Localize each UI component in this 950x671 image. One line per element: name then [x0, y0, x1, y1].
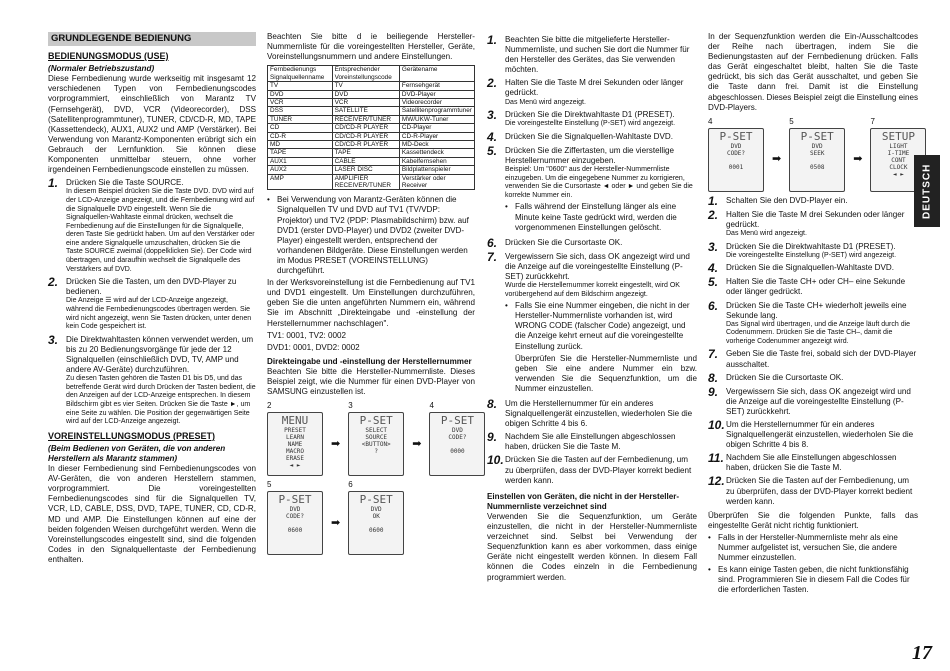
- page-number: 17: [912, 642, 932, 664]
- lcd-line: [791, 157, 843, 164]
- table-cell: CD/CD-R PLAYER: [332, 132, 399, 140]
- language-tab: DEUTSCH: [914, 155, 940, 227]
- table-cell: VCR: [332, 98, 399, 106]
- lcd-screen: [348, 412, 404, 476]
- lcd-line: P-SET: [359, 414, 393, 428]
- lcd-screen: [267, 412, 323, 476]
- direct-step-10: 10. Drücken Sie die Tasten auf der Fernbedienung, um zu überprüfen, dass der DVD-Player korrekt bedient werden kann.: [487, 453, 692, 485]
- section-heading: GRUNDLEGENDE BEDIENUNG: [48, 32, 256, 46]
- lcd-line: [350, 520, 402, 527]
- lcd-step-number: 3: [348, 401, 353, 411]
- lcd-line: SELECT: [365, 427, 388, 435]
- seq-step-12: 12. Drücken Sie die Tasten auf der Fernbedienung, um zu überprüfen, dass der DVD-Player korrekt bedient werden kann.: [708, 474, 913, 506]
- factory-setting-text: In der Werksvoreinstellung ist die Fernbedienung auf TV1 und DVD1 eingestellt. Um Einstellungen durchzuführen, geben Sie die unten angeführten Nummern ein, während Sie im Abschnitt „Direkteingabe und -einstellung der Herstellernummer nachschlagen".: [267, 278, 475, 328]
- table-header-cell: Entsprechender Voreinstellungscode: [332, 66, 399, 82]
- lcd-line: CODE?: [726, 149, 746, 157]
- table-cell: CABLE: [332, 157, 399, 165]
- table-cell: AUX2: [268, 166, 333, 174]
- check-bullet-1: • Falls in der Hersteller-Nummernliste mehr als eine Nummer aufgelistet ist, versuchen Sie, die andere Nummer einzustellen.: [708, 532, 898, 563]
- table-cell: Kassettendeck: [399, 149, 474, 157]
- table-cell: DVD-Player: [399, 90, 474, 98]
- table-cell: Fernsehgerät: [399, 82, 474, 90]
- arrow-right-icon: ➡: [412, 437, 422, 450]
- lcd-screen: [429, 412, 485, 476]
- lcd-line: P-SET: [719, 129, 753, 143]
- lcd-line: DVD: [289, 506, 301, 514]
- lcd-figure: [267, 480, 323, 555]
- lcd-line: ?: [374, 448, 379, 456]
- sequence-text: Verwenden Sie die Sequenzfunktion, um Geräte einzustellen, die nicht in der Hersteller-Nummernliste verzeichnet sind. Selbst bei Verwendung der Sequenzfunktion kann es aber vorkommen, dass einige Geräte nicht eingestellt werden können. In diesem Fall können die Codes einzeln in die Fernbedienung programmiert werden.: [487, 511, 697, 582]
- seq-step-2: 2. Halten Sie die Taste M drei Sekunden oder länger gedrückt. Das Menü wird angezeigt.: [708, 207, 905, 238]
- lcd-line: SOURCE: [365, 434, 388, 442]
- lcd-figure: [348, 480, 404, 555]
- lcd-step-number: 4: [708, 116, 713, 126]
- lcd-sequence-row-2: [267, 480, 475, 555]
- table-header-cell: Gerätename: [399, 66, 474, 82]
- table-cell: Verstärker oder Receiver: [399, 174, 474, 190]
- table-cell: TUNER: [268, 115, 333, 123]
- table-cell: CD-Player: [399, 124, 474, 132]
- lcd-line: P-SET: [800, 129, 834, 143]
- use-step-2: 2. Drücken Sie die Tasten, um den DVD-Player zu bedienen. Die Anzeige ☰ wird auf der LCD-Anzeige angezeigt, während die Fernbedienungscodes übertragen werden. Sie wird nicht angezeigt, wenn Sie Tasten drücken, unter denen kein Code gespeichert ist.: [48, 275, 252, 331]
- seq-step-6: 6. Drücken Sie die Taste CH+ wiederholt jeweils eine Sekunde lang. Das Signal wird übertragen, und die Anzeige läuft durch die Codenummern. Drücken Sie die Taste CH–, damit die vorherige Codenummer angezeigt wird.: [708, 298, 911, 345]
- lcd-line: MENU: [281, 414, 309, 428]
- table-row: [268, 132, 475, 140]
- arrow-right-icon: ➡: [772, 153, 782, 166]
- table-row: [268, 115, 475, 123]
- sequence-heading: Einstellen von Geräten, die nicht in der Hersteller-Nummernliste verzeichnet sind: [487, 491, 680, 511]
- table-cell: TAPE: [268, 149, 333, 157]
- table-cell: AUX1: [268, 157, 333, 165]
- lcd-line: DVD: [452, 427, 463, 435]
- lcd-screen: [708, 128, 764, 192]
- table-cell: TAPE: [332, 149, 399, 157]
- column-4: [708, 32, 918, 597]
- preset-subheading: (Beim Bedienen von Geräten, die von anderen Herstellern als Marantz stammen): [48, 443, 226, 463]
- normal-state-subheading: (Normaler Betriebszustand): [48, 64, 155, 74]
- table-row: [268, 174, 475, 190]
- lcd-figure: [348, 401, 404, 476]
- table-row: [268, 98, 475, 106]
- lcd-line: 0600: [368, 527, 384, 535]
- lcd-sequence-row-1: [267, 401, 475, 476]
- arrow-right-icon: ➡: [853, 153, 863, 166]
- table-row: [268, 166, 475, 174]
- lcd-screen: [348, 491, 404, 555]
- table-row: [268, 82, 475, 90]
- arrow-right-icon: ➡: [331, 437, 341, 450]
- table-cell: AMP: [268, 174, 333, 190]
- table-row: [268, 90, 475, 98]
- lcd-line: P-SET: [440, 414, 474, 428]
- seq-step-3: 3. Drücken Sie die Direktwahltaste D1 (PRESET). Die voreingestellte Einstellung (P-SET) wird angezeigt.: [708, 239, 897, 259]
- lcd-line: CODE?: [448, 434, 467, 442]
- lcd-line: [431, 441, 483, 448]
- table-cell: Bildplattenspieler: [399, 166, 474, 174]
- check-bullet-2: • Es kann einige Tasten geben, die nicht funktionsfähig sind. Programmieren Sie in diesem Fall die Codes für die erforderlichen Tasten.: [708, 565, 910, 595]
- direct-entry-heading: Direkteingabe und -einstellung der Herstellernummer: [267, 356, 472, 366]
- table-cell: SATELLITE: [332, 107, 399, 115]
- lcd-line: P-SET: [359, 493, 393, 507]
- lcd-line: DVD: [730, 142, 742, 150]
- use-step-3: 3. Die Direktwahltasten können verwendet werden, um bis zu 20 Bedienungsvorgänge für jede der 12 Signalquellen (einschließlich DVD, TV, AMP und andere AV-Geräte) durchzuführen. Zu diesen Tasten gehören die Tasten D1 bis D5, und das betreffende Gerät wird durch Drücken der Tasten bedient, die den Anzeigen auf der LCD-Anzeige entsprechen. In diesem Bildschirm gibt es vier Seiten. Drücken Sie die Taste ►, um eine Seite zu wählen. Die Position der gegenwärtigen Seite wird auf der LCD-Anzeige angezeigt.: [48, 332, 256, 426]
- use-step-1: 1. Drücken Sie die Taste SOURCE. In diesem Beispiel drücken Sie die Taste DVD. DVD wird auf der LCD-Anzeige angezeigt, und die Fernbedienung wird auf die Signalquelle DVD eingestellt. Wenn Sie die Signalquellen-Wahltaste einmal drücken, wechselt die Fernbedienung auf die Einstellungen für die Signalquelle, deren Taste Sie gedrückt haben. Um auf den Verstärker oder eine andere Signalquelle umzuschalten, drücken Sie die Taste SOURCE zweimal (doppelklicken Sie). Der Code wird übertragen, und daraufhin wechselt die Signalquelle des Verstärkers auf DVD.: [48, 176, 255, 273]
- lcd-line: LEARN: [285, 434, 305, 442]
- codes-line-2: DVD1: 0001, DVD2: 0002: [267, 342, 360, 352]
- lcd-figure: [267, 401, 323, 476]
- table-cell: MD-Deck: [399, 140, 474, 148]
- seq-step-8: 8. Drücken Sie die Cursortaste OK.: [708, 370, 844, 385]
- check-text: Überprüfen Sie die folgenden Punkte, falls das eingestellte Gerät nicht richtig funktioniert.: [708, 510, 918, 530]
- seq-step-11: 11. Nachdem Sie alle Einstellungen abgeschlossen haben, drücken Sie die Taste M.: [708, 451, 897, 473]
- codes-line-1: TV1: 0001, TV2: 0002: [267, 330, 347, 340]
- use-mode-heading: BEDIENUNGSMODUS (USE): [48, 51, 169, 62]
- column-3: [487, 32, 697, 585]
- table-cell: TV: [332, 82, 399, 90]
- lcd-line: OK: [372, 513, 380, 521]
- table-cell: LASER DISC: [332, 166, 399, 174]
- use-intro: Diese Fernbedienung wurde werkseitig mit insgesamt 12 verschiedenen Typen von Fernbedienungscodes vorprogrammiert, einschließlich von Marantz TV (Fernsehgerät), DVD, VCR (Videorecorder), DSS (Satellitenprogrammtuner), TUNER, CD/CD-R, MD, TAPE (Kassettendeck), AUX1, AUX2 und AMP (Verstärker). Bei Verwendung von Marantz-Komponenten erübrigt sich ein Gebrauch der Lernfunktion. Sie können diese Komponenten unmittelbar steuern, ohne vorher irgendeinen Fernbedienungscode einstellen zu müssen.: [48, 74, 256, 175]
- column-2: [267, 32, 475, 559]
- direct-step-9: 9. Nachdem Sie alle Einstellungen abgeschlossen haben, drücken Sie die Taste M.: [487, 430, 676, 452]
- direct-step-6: 6. Drücken Sie die Cursortaste OK.: [487, 235, 623, 250]
- table-cell: MD: [268, 140, 333, 148]
- table-row: [268, 157, 475, 165]
- lcd-line: P-SET: [278, 493, 312, 507]
- lcd-line: <BUTTON>: [361, 441, 391, 449]
- seq-step-1: 1. Schalten Sie den DVD-Player ein.: [708, 193, 848, 208]
- direct-step-3: 3. Drücken Sie die Direktwahltaste D1 (PRESET). Die voreingestellte Einstellung (P-SET) wird angezeigt.: [487, 108, 676, 128]
- lcd-line: [710, 157, 762, 164]
- table-cell: Videorecorder: [399, 98, 474, 106]
- seq-step-9: 9. Vergewissern Sie sich, dass OK angezeigt wird und die Anzeige auf die voreingestellte Einstellung (P-SET) zurückkehrt.: [708, 384, 911, 416]
- arrow-right-icon: ➡: [331, 516, 341, 529]
- table-cell: Satellitenprogrammtuner: [399, 107, 474, 115]
- table-cell: DSS: [268, 107, 333, 115]
- direct-step-7: 7. Vergewissern Sie sich, dass OK angezeigt wird und die Anzeige auf die voreingestellte Einstellung (P-SET) zurückkehrt. Wurde die Herstellernummer korrekt eingestellt, wird OK vorübergehend auf dem Bildschirm angezeigt. • Falls Sie eine Nummer eingeben, die nicht in der Hersteller-Nummernliste vorhanden ist, wird WRONG CODE (falscher Code) angezeigt, und die Anzeige kehrt erneut auf die voreingestellte Einstellung zurück. Überprüfen Sie die Hersteller-Nummernliste und geben Sie eine andere Nummer ein bzw. verwenden Sie die Sequenzfunktion, um die Nummer einzustellen.: [487, 249, 697, 393]
- table-row: [268, 140, 475, 148]
- lcd-figure: [429, 401, 485, 476]
- direct-step-2: 2. Halten Sie die Taste M drei Sekunden oder länger gedrückt. Das Menü wird angezeigt.: [487, 76, 684, 106]
- table-cell: DVD: [268, 90, 333, 98]
- column-1: [48, 32, 256, 567]
- table-row: [268, 124, 475, 132]
- lcd-line: SETUP: [881, 129, 915, 143]
- marantz-bullet: • Bei Verwendung von Marantz-Geräten können die Signalquellen TV und DVD auf TV1 (TV/VDP: Projektor) und TV2 (PDP: Plasmabildschirm) bzw. auf DVD1 (erster DVD-Player) und DVD2 (zweiter DVD-Player) eingestellt werden, entsprechend der vorhandenen Bildgeräte. Diese Einstellungen werden im Modus PRESET (VOREINSTELLUNG) durchgeführt.: [267, 195, 469, 276]
- lcd-screen: [267, 491, 323, 555]
- lcd-line: DVD: [811, 142, 823, 150]
- lcd-line: CLOCK: [889, 163, 908, 171]
- lcd-line: CODE?: [285, 513, 305, 521]
- lcd-line: 0001: [728, 163, 744, 171]
- lcd-line: [269, 520, 321, 527]
- lcd-sequence-row-3: [708, 117, 918, 192]
- seq-step-7: 7. Geben Sie die Taste frei, sobald sich der DVD-Player ausschaltet.: [708, 347, 917, 369]
- preset-text: In dieser Fernbedienung sind Fernbedienungscodes von AV-Geräten, die von anderen Herstellern stammen, vorprogrammiert. Die voreingestellten Fernbedienungscodes sind für die Signalquellen TV, VCR, LD, CABLE, DSS, DVD, TAPE, TUNER, CD, CD-R, MD und AMP. Die Einstellungen können auf eine der beiden folgenden Weisen durchgeführt werden. Wenn die Voreinstellungscodes eingestellt sind, sind die folgenden Codes in den Signalquellentaste der Fernbedienung enthalten.: [48, 464, 256, 564]
- table-cell: MW/UKW-Tuner: [399, 115, 474, 123]
- table-cell: AMPLIFIER RECEIVER/TUNER: [332, 174, 399, 190]
- lcd-line: 0600: [287, 527, 303, 535]
- preset-mode-heading: VOREINSTELLUNGSMODUS (PRESET): [48, 430, 216, 441]
- lcd-step-number: 2: [267, 401, 272, 411]
- seq-step-10: 10. Um die Herstellernummer für ein anderes Signalquellengerät einzustellen, wiederholen Sie die obigen Schritte 4 bis 8.: [708, 417, 914, 450]
- direct-step-5: 5. Drücken Sie die Ziffertasten, um die vierstellige Herstellernummer einzugeben. Beispiel: Um "0600" aus der Hersteller-Nummernliste einzugeben. Um die eingegebene Nummer zu korrigieren, verwenden Sie die Cursortaste ◄ oder ► und geben Sie die korrekte Nummer ein. • Falls während der Einstellung länger als eine Minute keine Taste gedrückt wird, werden die vorgenommenen Einstellungen gelöscht.: [487, 143, 693, 232]
- table-row: [268, 107, 475, 115]
- lcd-step-number: 7: [870, 116, 875, 126]
- table-cell: RECEIVER/TUNER: [332, 115, 399, 123]
- lcd-line: 0000: [450, 448, 465, 456]
- lcd-figure: [708, 117, 764, 192]
- table-row: [268, 149, 475, 157]
- lcd-line: ◄ ►: [289, 462, 301, 470]
- seq-step-5: 5. Halten Sie die Taste CH+ oder CH– eine Sekunde oder länger gedrückt.: [708, 275, 906, 297]
- sequence-intro: In der Sequenzfunktion werden die Ein-/Ausschaltcodes der Reihe nach übertragen, indem Sie die Bedienungstasten auf der Fernbedienung drücken. Falls das Gerät eingeschaltet bleibt, halten Sie die Taste gedrückt, bis sich das Gerät ausschaltet, und geben Sie die Taste dann frei. Damit ist die Einstellung abgeschlossen. Dieses Beispiel zeigt die Einstellung eines DVD-Players.: [708, 32, 918, 112]
- lcd-screen: [789, 128, 845, 192]
- direct-step-4: 4. Drücken Sie die Signalquellen-Wahltaste DVD.: [487, 129, 673, 144]
- lcd-line: NAME: [287, 441, 303, 449]
- lcd-line: PRESET: [284, 427, 306, 435]
- lcd-line: DVD: [370, 506, 382, 514]
- direct-step-1: 1. Beachten Sie bitte die mitgelieferte Hersteller-Nummernliste, und suchen Sie dort die Nummer für den Hersteller des Gerätes, das Sie verwenden möchten.: [487, 33, 690, 75]
- table-cell: Kabelfernsehen: [399, 157, 474, 165]
- direct-entry-text: Beachten Sie bitte die Hersteller-Nummernliste. Dieses Beispiel zeigt, wie die Nummer für einen DVD-Player von SAMSUNG einzustellen ist.: [267, 366, 475, 397]
- lcd-line: MACRO: [285, 448, 305, 456]
- lcd-line: CONT: [891, 156, 906, 164]
- table-cell: CD/CD-R PLAYER: [332, 140, 399, 148]
- table-cell: CD-R-Player: [399, 132, 474, 140]
- lcd-figure: [789, 117, 845, 192]
- lcd-step-number: 4: [429, 401, 434, 411]
- table-cell: CD/CD-R PLAYER: [332, 124, 399, 132]
- lcd-line: LIGHT: [889, 142, 908, 150]
- lcd-line: I-TIME: [887, 149, 910, 157]
- lcd-line: ERASE: [285, 455, 305, 463]
- table-header-cell: Fernbedienungs Signalquellenname: [268, 66, 333, 82]
- lcd-step-number: 5: [267, 480, 272, 490]
- table-intro: Beachten Sie bitte d ie beiliegende Hersteller-Nummernliste für die voreingestellten Hersteller, Geräte, Voreinstellungsnummern und andere Einstellungen.: [267, 32, 475, 62]
- table-cell: CD: [268, 124, 333, 132]
- seq-step-4: 4. Drücken Sie die Signalquellen-Wahltaste DVD.: [708, 261, 894, 276]
- table-cell: TV: [268, 82, 333, 90]
- preset-code-table: [267, 65, 475, 190]
- lcd-step-number: 5: [789, 116, 794, 126]
- table-cell: DVD: [332, 90, 399, 98]
- table-cell: CD-R: [268, 132, 333, 140]
- lcd-line: ◄ ►: [893, 170, 904, 178]
- lcd-step-number: 6: [348, 480, 353, 490]
- table-cell: VCR: [268, 98, 333, 106]
- lcd-line: 0508: [809, 163, 825, 171]
- lcd-line: SEEK: [809, 149, 825, 157]
- direct-step-8: 8. Um die Herstellernummer für ein anderes Signalquellengerät einzustellen, wiederholen Sie die obigen Schritte 4 bis 6.: [487, 397, 693, 429]
